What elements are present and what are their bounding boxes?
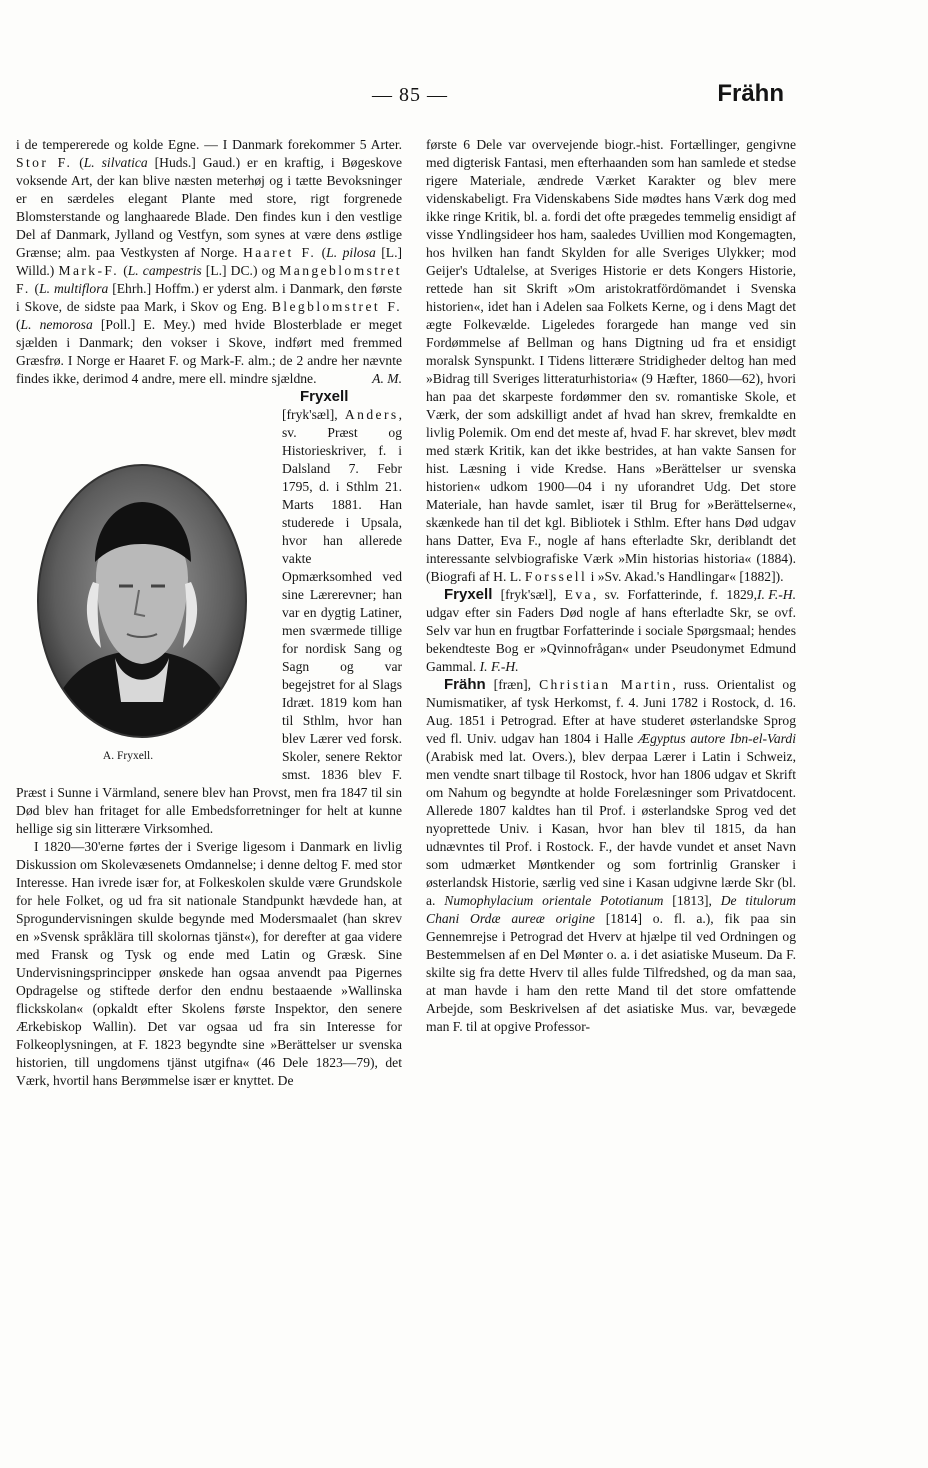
portrait-figure [16,462,268,762]
headword: Frähn [444,676,486,693]
signature: I. F.-H. [756,587,796,602]
signature: I. F.-H. [479,659,519,674]
paragraph-fryle: i de tempererede og kolde Egne. — I Danmark forekommer 5 Arter. Stor F. (L. silvatica [Huds.] Gaud.) er en kraftig, i Bøgeskove voksende Art, der kan blive næsten meterhøj og i tætte Bevoksninger er en særdeles elegant Plante med store, rigt forgrenede Blomsterstande og langhaarede Blade. Den findes kun i den vestlige Del af Danmark, Jylland og Vestfyn, som synes at være dens østlige Grænse; alm. paa Vestkysten af Norge. Haaret F. (L. pilosa [L.] Willd.) Mark-F. (L. campestris [L.] DC.) og Mangeblomstret F. (L. multiflora [Ehrh.] Hoffm.) er yderst alm. i Danmark, den første i Skove, de sidste paa Mark, i Skov og Eng. Blegblomstret F. (L. nemorosa [Poll.] E. Mey.) med hvide Blosterblade er meget sjælden i Danmark; den vokser i Skove, indført med fremmed Græsfrø. I Norge er Haaret F. og Mark-F. alm.; de 2 andre her nævnte findes ikke, derimod 4 andre, mere ell. mindre sjældne. A. M. [16,137,403,386]
paragraph-fryxell-cont: første 6 Dele var overvejende biogr.-hist. Fortællinger, gengivne med digterisk Fantasi, men efterhaanden som han samlede et stedse rigere Materiale, ændrede Værket Karakter og blev mere videnskabeligt. Fra Videnskabens Side mødtes hans Værk dog med ikke ringe Kritik, bl. a. fordi det ofte prægedes temmelig ensidigt af visse Yndlingsideer hos ham, saaledes Uvillien mod Kongemagten, hos hvilken han fandt Skylden for alle Sveriges Ulykker; mod Geijer's Udtalelse, at Sveriges Historie er dets Kongers Historie, rettede han sit Skrift »Om aristokratfördömandet i Svenska historien«, idet han i Adelen saa Folkets Kerne, og i dens Magt det ægte Folkevælde. Ligeledes forargede han mange ved sin Fordømmelse af Bellman og hans Digtning ud fra et ensidigt moralsk Synspunkt. I Tidens litterære Stridigheder deltog han med »Bidrag till Sveriges litteraturhistoria« (9 Hæfter, 1860—62), hvori han paa det skarpeste fordømmer den sv. romantiske Skole, et Værk, der som adskilligt andet af hvad han skrev, fremkaldte en livlig Polemik. Om end det meste af, hvad F. har skrevet, blev mødt med stærk Kritik, kan det ikke bestrides, at han vakte Sansen for hist. Læsning i vide Kredse. Hans »Berättelser ur svenska historien« udkom 1900—04 i ny uforandret Udg. Det store Materiale, han havde samlet, især til Brug for »Berättelserne«, skænkede han til det kgl. Bibliotek i Sthlm. Efter hans Død udgav hans Datter, Eva F., nogle af hans efterladte Skr, deriblandt det interessante selvbiografiske Værk »Min historias historia« (1884). (Biografi af H. L. Forssell i »Sv. Akad.'s Handlingar« [1882]). I. F.-H. [426,137,796,602]
headword: Fryxell [444,586,493,603]
entry-fryxell-eva: Fryxell [fryk'sæl], Eva, sv. Forfatterinde, f. 1829, udgav efter sin Faders Død nogle af hans efterladte Skr, se ovf. Selv var hun en frugtbar Forfatterinde i sociale Spørgsmaal; hendes bekendteste Bog er »Qvinnofrågan« under Pseudonymet Edmund Gammal. I. F.-H. [426,586,796,674]
page-number: — 85 — [372,84,448,106]
page-header [0,80,928,120]
headword: Fryxell [300,388,349,405]
right-column [426,136,796,1036]
paragraph-school-reform: I 1820—30'erne førtes der i Sverige ligesom i Danmark en livlig Diskussion om Skolevæsenets Omdannelse; i denne deltog F. med stor Interesse. Han ivrede især for, at Folkeskolen skulde være Grundskole for hele Folket, og ud fra sit nationale Standpunkt hævdede han, at Sprogundervisningen skulde begynde med Modersmaalet (han skrev en »Svensk språklära till skolornas tjänst«), for derefter at gaa videre med Fransk og Tysk og ende med Latin og Græsk. Sine Undervisningsprincipper ønskede han ogsaa anvendt paa Pigernes Opdragelse og stiftede derfor den endnu bestaaende »Wallinska flickskolan« (opkaldt efter Skolens første Inspektor, den senere Ærkebiskop Wallin). Det var ogsaa ud fra sin Interesse for Folkeoplysningen, at F. 1823 begyndte sine »Berättelser ur svenska historien, till ungdomens tjänst utgifna« (46 Dele 1823—79), det Værk, hvortil hans Berømmelse især er knyttet. De [16,839,402,1088]
portrait-caption: A. Fryxell. [102,750,154,762]
portrait-image [35,462,249,740]
entry-fryxell-anders: Fryxell [fryk'sæl], Anders, sv. Præst og Historieskriver, f. i Dalsland 7. Febr 1795, d. i Sthlm 21. Marts 1881. Han studerede i Upsala, hvor han allerede vakte Opmærksomhed ved sine Lærerevner; han var en dygtig Latiner, men sværmede tillige for nordisk Sang og Sagn og var begejstret for al Slags Idræt. 1819 kom han til Sthlm, hvor han blev Lærer ved forsk. Skoler, senere Rektor smst. 1836 blev F. Præst i Sunne i Värmland, senere blev han Provst, men fra 1847 til sin Død blev han fritaget for alle Embedsforretninger for helt at kunne hellige sig sin litterære Virksomhed. [16,388,402,836]
entry-frahn: Frähn [fræn], Christian Martin, russ. Orientalist og Numismatiker, af tysk Herkomst, f. 4. Juni 1782 i Rostock, d. 16. Aug. 1851 i Petrograd. Efter at have studeret østerlandske Sprog ved fl. Univ. udgav han 1804 i Halle Ægyptus autore Ibn-el-Vardi (Arabisk med lat. Overs.), blev derpaa Lærer i Latin i Schweiz, men vendte snart tilbage til Rostock, hvor han 1806 udgav et Skrift om Nahum og begyndte at holde Forelæsninger som Privatdocent. Allerede 1807 kaldtes han til Prof. i østerlandske Sprog ved det nyoprettede Univ. i Kasan, hvor han blev til 1815, da han udnævntes til Prof. i Rostock. F., der havde vundet et anset Navn som udmærket Møntkender og som fortrinlig Gransker i østerlandsk Historie, særlig ved sine i Kasan udgivne lærde Skr (bl. a. Numophylacium orientale Pototianum [1813], De titulorum Chani Ordæ aureæ origine [1814] o. fl. a.), fik paa sin Gennemrejse i Petrograd det Hverv at hjælpe til ved Ordningen og Bestemmelsen af en Del Mønter o. a. i det asiatiske Museum. Da F. skilte sig fra dette Hverv til alles fulde Tilfredshed, og da man saa, at man havde i ham den rette Mand til det store omfattende Arbejde, som Beskrivelsen af det asiatiske Mus. var, bevægede man F. til at opgive Professor- [426,676,797,1034]
signature: A. M. [372,371,402,386]
running-head: Frähn [717,80,784,107]
